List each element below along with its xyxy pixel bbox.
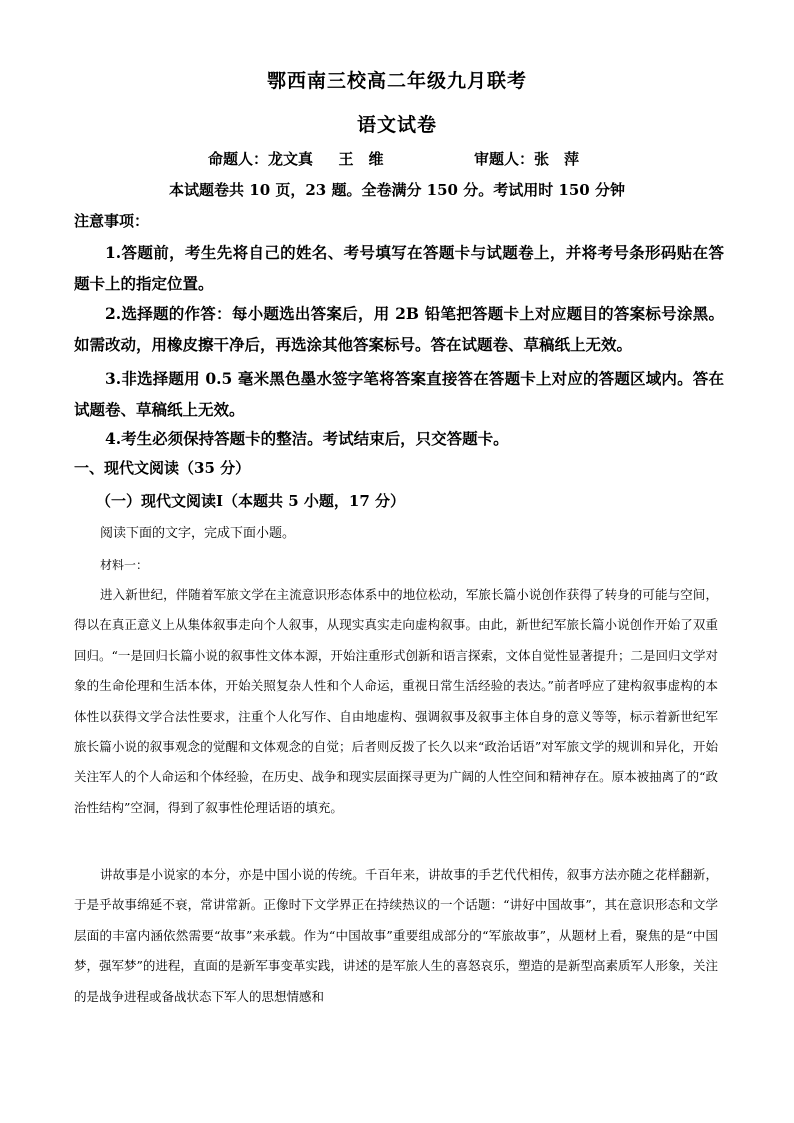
- material-label: 材料一：: [100, 558, 149, 572]
- note-item: 1.答题前，考生先将自己的姓名、考号填写在答题卡与试题卷上，并将考号条形码贴在答题卡上的指定位置。: [74, 243, 724, 293]
- note-item: 4.考生必须保持答题卡的整洁。考试结束后，只交答题卡。: [105, 429, 509, 448]
- section-heading: 一、现代文阅读（35 分）: [74, 459, 251, 477]
- exam-info: 本试题卷共 10 页，23 题。全卷满分 150 分。考试用时 150 分钟: [169, 181, 625, 199]
- material-paragraph: 讲故事是小说家的本分，亦是中国小说的传统。千百年来，讲故事的手艺代代相传，叙事方法亦随之花样翻新，于是乎故事绵延不衰，常讲常新。正像时下文学界正在持续热议的一个话题：“讲好中国故事”，其在意识形态和文学层面的丰富内涵依然需要“故事”来承载。作为“中国故事”重要组成部分的“军旅故事”，从题材上看，聚焦的是“中国梦，强军梦”的进程，直面的是新军事变革实践，讲述的是军旅人生的喜怒哀乐，塑造的是新型高素质军人形象，关注的是战争进程或备战状态下军人的思想情感和: [74, 867, 718, 1004]
- exam-subtitle: 语文试卷: [356, 114, 437, 136]
- reading-instruction: 阅读下面的文字，完成下面小题。: [100, 526, 296, 541]
- reviewer: 审题人：张 萍: [474, 150, 580, 168]
- material-paragraph: 进入新世纪，伴随着军旅文学在主流意识形态体系中的地位松动，军旅长篇小说创作获得了转身的可能与空间，得以在真正意义上从集体叙事走向个人叙事，从现实真实走向虚构叙事。由此，新世纪军旅长篇小说创作开始了双重回归。“一是回归长篇小说的叙事性文体本源，开始注重形式创新和语言探索，文体自觉性显著提升；二是回归文学对象的生命伦理和生活本体，开始关照复杂人性和个人命运，重视日常生活经验的表达。”前者呼应了建构叙事虚构的本体性以获得文学合法性要求，注重个人化写作、自由地虚构、强调叙事及叙事主体自身的意义等等，标示着新世纪军旅长篇小说的叙事观念的觉醒和文体观念的自觉；后者则反拨了长久以来“政治话语”对军旅文学的规训和异化，开始关注军人的个人命运和个体经验，在历史、战争和现实层面探寻更为广阔的人性空间和精神存在。原本被抽离了的“政治性结构”空洞，得到了叙事性伦理话语的填充。: [74, 587, 718, 815]
- question-setters: 命题人：龙文真 王 维: [208, 150, 384, 168]
- note-item: 2.选择题的作答：每小题选出答案后，用 2B 铅笔把答题卡上对应题目的答案标号涂黑。如需改动，用橡皮擦干净后，再选涂其他答案标号。答在试题卷、草稿纸上无效。: [74, 304, 724, 354]
- note-item: 3.非选择题用 0.5 毫米黑色墨水签字笔将答案直接答在答题卡上对应的答题区域内。答在试题卷、草稿纸上无效。: [74, 369, 724, 419]
- subsection-heading: （一）现代文阅读Ⅰ（本题共 5 小题，17 分）: [96, 492, 405, 510]
- exam-title: 鄂西南三校高二年级九月联考: [266, 70, 527, 92]
- notes-heading: 注意事项：: [74, 212, 150, 230]
